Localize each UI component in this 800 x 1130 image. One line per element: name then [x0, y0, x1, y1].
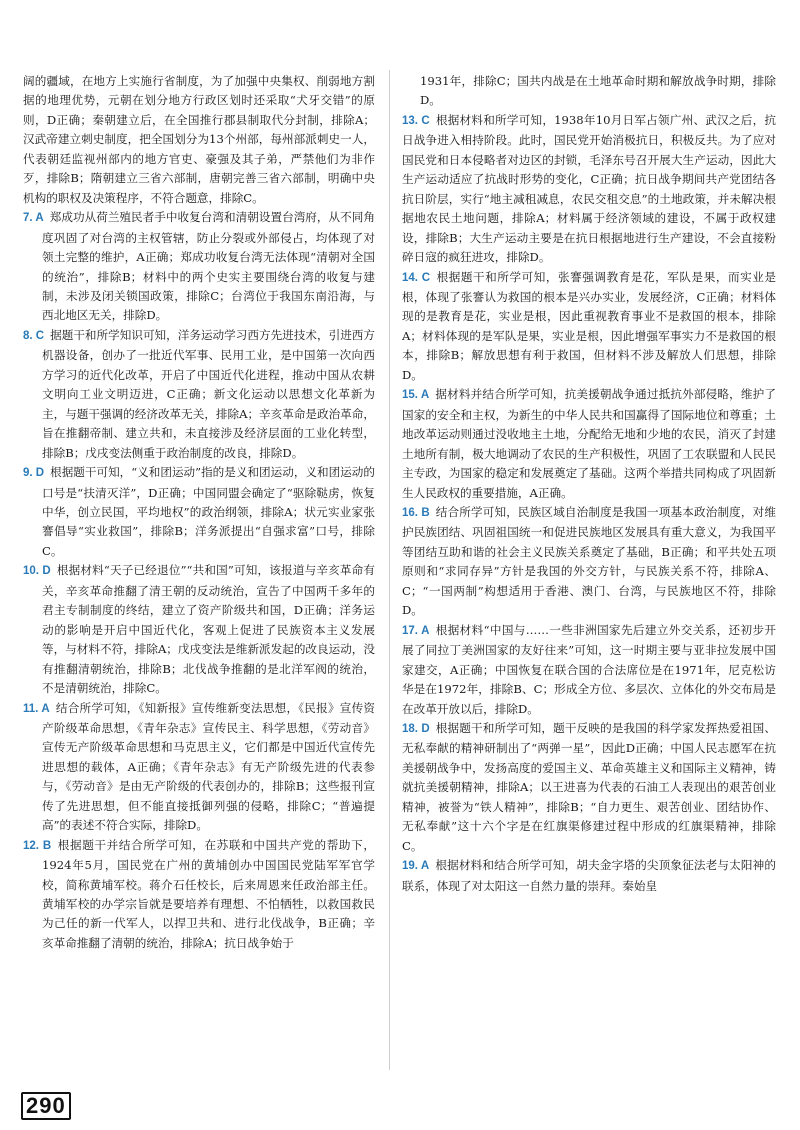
answer-number: 10. D: [23, 565, 51, 578]
answer-number: 17. A: [402, 624, 430, 637]
left-column: [23, 72, 375, 953]
answer-text: 郑成功从荷兰殖民者手中收复台湾和清朝设置台湾府，从不同角度巩固了对台湾的主权管辖，防止分裂或外部侵占，均体现了对领土完整的维护，A正确；郑成功收复台湾无法体现“清朝对全国的统治”，排除B；材料中的两个史实主要围绕台湾的收复与建制，未涉及闭关锁国政策，排除C；台湾位于我国东南沿海，与西北地区无关，排除D。: [42, 210, 375, 323]
answer-number: 12. B: [23, 839, 52, 852]
answer-number: 7. A: [23, 212, 44, 225]
answer-number: 16. B: [402, 506, 430, 519]
answer-text: 根据材料和所学可知，1938年10月日军占领广州、武汉之后，抗日战争进入相持阶段。此时，国民党开始消极抗日，积极反共。为了应对国民党和日本侵略者对边区的封锁，毛泽东号召开展大生产运动，因此大生产运动适应了抗战时形势的变化，C正确；抗日战争期间共产党团结各抗日阶层，实行“地主减租减息，农民交租交息”的土地政策，并未解决根据地农民土地问题，排除A；材料属于经济领域的建设，不属于政权建设，排除B；大生产运动主要是在抗日根据地进行生产建设，不会直接粉碎日寇的疯狂进攻，排除D。: [402, 112, 776, 265]
answer-item-18: [402, 719, 776, 856]
answer-number: 8. C: [23, 329, 45, 342]
answer-item-19: [402, 856, 776, 896]
answer-text: 根据题干和所学可知，张謇强调教育是花，军队是果，而实业是根，体现了张謇认为救国的根本是兴办实业，发展经济，C正确；材料体现的是教育是花，实业是根，因此重视教育事业不是救国的根本，排除A；材料体现的是军队是果，实业是根，因此增强军事实力不是救国的根本，排除B；解放思想有利于救国，但材料不涉及解放人们思想，排除D。: [402, 269, 776, 382]
answer-text: 结合所学可知，民族区域自治制度是我国一项基本政治制度，对维护民族团结、巩固祖国统一和促进民族地区发展具有重大意义，为我国平等团结互助和谐的社会主义民族关系奠定了基础，B正确；和平共处五项原则和“求同存异”方针是我国的外交方针，与民族关系不符，排除A、C；“一国两制”构想适用于香港、澳门、台湾，与民族地区不符，排除D。: [402, 504, 776, 618]
right-lead-paragraph: 1931年，排除C；国共内战是在土地革命时期和解放战争时期，排除D。: [420, 74, 776, 108]
left-lead-paragraph: 阔的疆域，在地方上实施行省制度，为了加强中央集权、削弱地方割据的地理优势，元朝在划分地方行政区划时还采取“犬牙交错”的原则，D正确；秦朝建立后，在全国推行郡县制取代分封制，排除A；汉武帝建立刺史制度，把全国划分为13个州部，每州部派刺史一人，代表朝廷监视州部内的地方官吏、豪强及其子弟，严禁他们为非作歹，排除B；隋朝建立三省六部制，唐朝完善三省六部制，明确中央机构的职权及决策程序，不符合题意，排除C。: [23, 74, 375, 205]
right-column: [402, 72, 776, 896]
column-divider: [389, 70, 390, 1070]
answer-item-15: [402, 385, 776, 503]
answer-text: 根据材料“中国与……一些非洲国家先后建立外交关系，还初步开展了同拉丁美洲国家的友好往来”可知，这一时期主要与亚非拉发展中国家建交，A正确；中国恢复在联合国的合法席位是在1971年，尼克松访华是在1972年，排除B、C；形成全方位、多层次、立体化的外交布局是在改革开放以后，排除D。: [402, 622, 776, 716]
answer-text: 根据题干和所学可知，题干反映的是我国的科学家发挥热爱祖国、无私奉献的精神研制出了“两弹一星”，因此D正确；中国人民志愿军在抗美援朝战争中，发扬高度的爱国主义、革命英雄主义和国际主义精神，铸就抗美援朝精神，排除A；以王进喜为代表的石油工人表现出的艰苦创业精神，被誉为“铁人精神”，排除B；“自力更生、艰苦创业、团结协作、无私奉献”这十六个字是在红旗渠修建过程中形成的红旗渠精神，排除C。: [402, 720, 776, 853]
answer-item-12: [23, 836, 375, 954]
answer-text: 据题干和所学知识可知，洋务运动学习西方先进技术，引进西方机器设备，创办了一批近代军事、民用工业，是中国第一次向西方学习的近代化改革，开启了中国近代化进程，推动中国从农耕文明向工业文明迈进，C正确；新文化运动以思想文化革新为主，与题干强调的经济改革无关，排除A；辛亥革命是政治革命，旨在推翻帝制、建立共和，未直接涉及经济层面的工业化转型，排除B；戊戌变法侧重于政治制度的改良，排除D。: [42, 327, 375, 460]
answer-item-7: [23, 208, 375, 326]
answer-number: 14. C: [402, 271, 431, 284]
answer-item-10: [23, 561, 375, 698]
answer-item-16: [402, 503, 776, 621]
answer-number: 13. C: [402, 114, 430, 127]
answer-item-11: [23, 699, 375, 836]
answer-item-14: [402, 268, 776, 386]
page-number: 290: [21, 1092, 71, 1120]
answer-text: 根据材料“天子已经退位”“共和国”可知，该报道与辛亥革命有关，辛亥革命推翻了清王朝的反动统治，宣告了中国两千多年的君主专制制度的终结，建立了资产阶级共和国，D正确；洋务运动的影响是开启中国近代化，客观上促进了民族资本主义发展等，与材料不符，排除A；戊戌变法是维新派发起的改良运动，没有推翻清朝统治，排除B；北伐战争推翻的是北洋军阀的统治，不是清朝统治，排除C。: [42, 563, 375, 696]
answer-text: 据材料并结合所学可知，抗美援朝战争通过抵抗外部侵略，维护了国家的安全和主权，为新生的中华人民共和国赢得了国际地位和尊重；土地改革运动则通过没收地主土地，分配给无地和少地的农民，消灭了封建土地所有制，极大地调动了农民的生产积极性，巩固了工农联盟和人民民主专政，为国家的稳定和发展奠定了基础。这两个举措共同构成了巩固新生人民政权的重要措施，A正确。: [402, 387, 776, 500]
answer-item-13: [402, 111, 776, 268]
answer-text: 结合所学可知，《知新报》宣传维新变法思想，《民报》宣传资产阶级革命思想，《青年杂志》宣传民主、科学思想，《劳动音》宣传无产阶级革命思想和马克思主义，它们都是中国近代宣传先进思想的载体，A正确；《青年杂志》有无产阶级先进的代表参与，《劳动音》是由无产阶级的代表创办的，排除B；这些报刊宣传了先进思想，但不能直接抵御列强的侵略，排除C；“普遍提高”的表述不符合实际，排除D。: [42, 700, 375, 833]
answer-number: 11. A: [23, 702, 50, 715]
answer-number: 19. A: [402, 860, 430, 873]
answer-item-9: [23, 463, 375, 561]
answer-number: 9. D: [23, 467, 45, 480]
answer-text: 根据材料和结合所学可知，胡夫金字塔的尖顶象征法老与太阳神的联系，体现了对太阳这一自然力量的崇拜。秦始皇: [402, 858, 776, 893]
answer-text: 根据题干可知，“义和团运动”指的是义和团运动，义和团运动的口号是“扶清灭洋”，D正确；中国同盟会确定了“驱除鞑虏，恢复中华，创立民国，平均地权”的政治纲领，排除A；状元实业家张謇倡导“实业救国”，排除B；洋务派提出“自强求富”口号，排除C。: [42, 465, 375, 558]
answer-number: 15. A: [402, 389, 430, 402]
answer-text: 根据题干并结合所学可知，在苏联和中国共产党的帮助下，1924年5月，国民党在广州的黄埔创办中国国民党陆军军官学校，简称黄埔军校。蒋介石任校长，后来周恩来任政治部主任。黄埔军校的办学宗旨就是要培养有理想、不怕牺牲，以救国救民为己任的新一代军人，以捍卫共和、进行北伐战争，B正确；辛亥革命推翻了清朝的统治，排除A；抗日战争始于: [42, 837, 375, 950]
answer-number: 18. D: [402, 722, 430, 735]
answer-item-17: [402, 621, 776, 719]
answer-item-8: [23, 326, 375, 463]
